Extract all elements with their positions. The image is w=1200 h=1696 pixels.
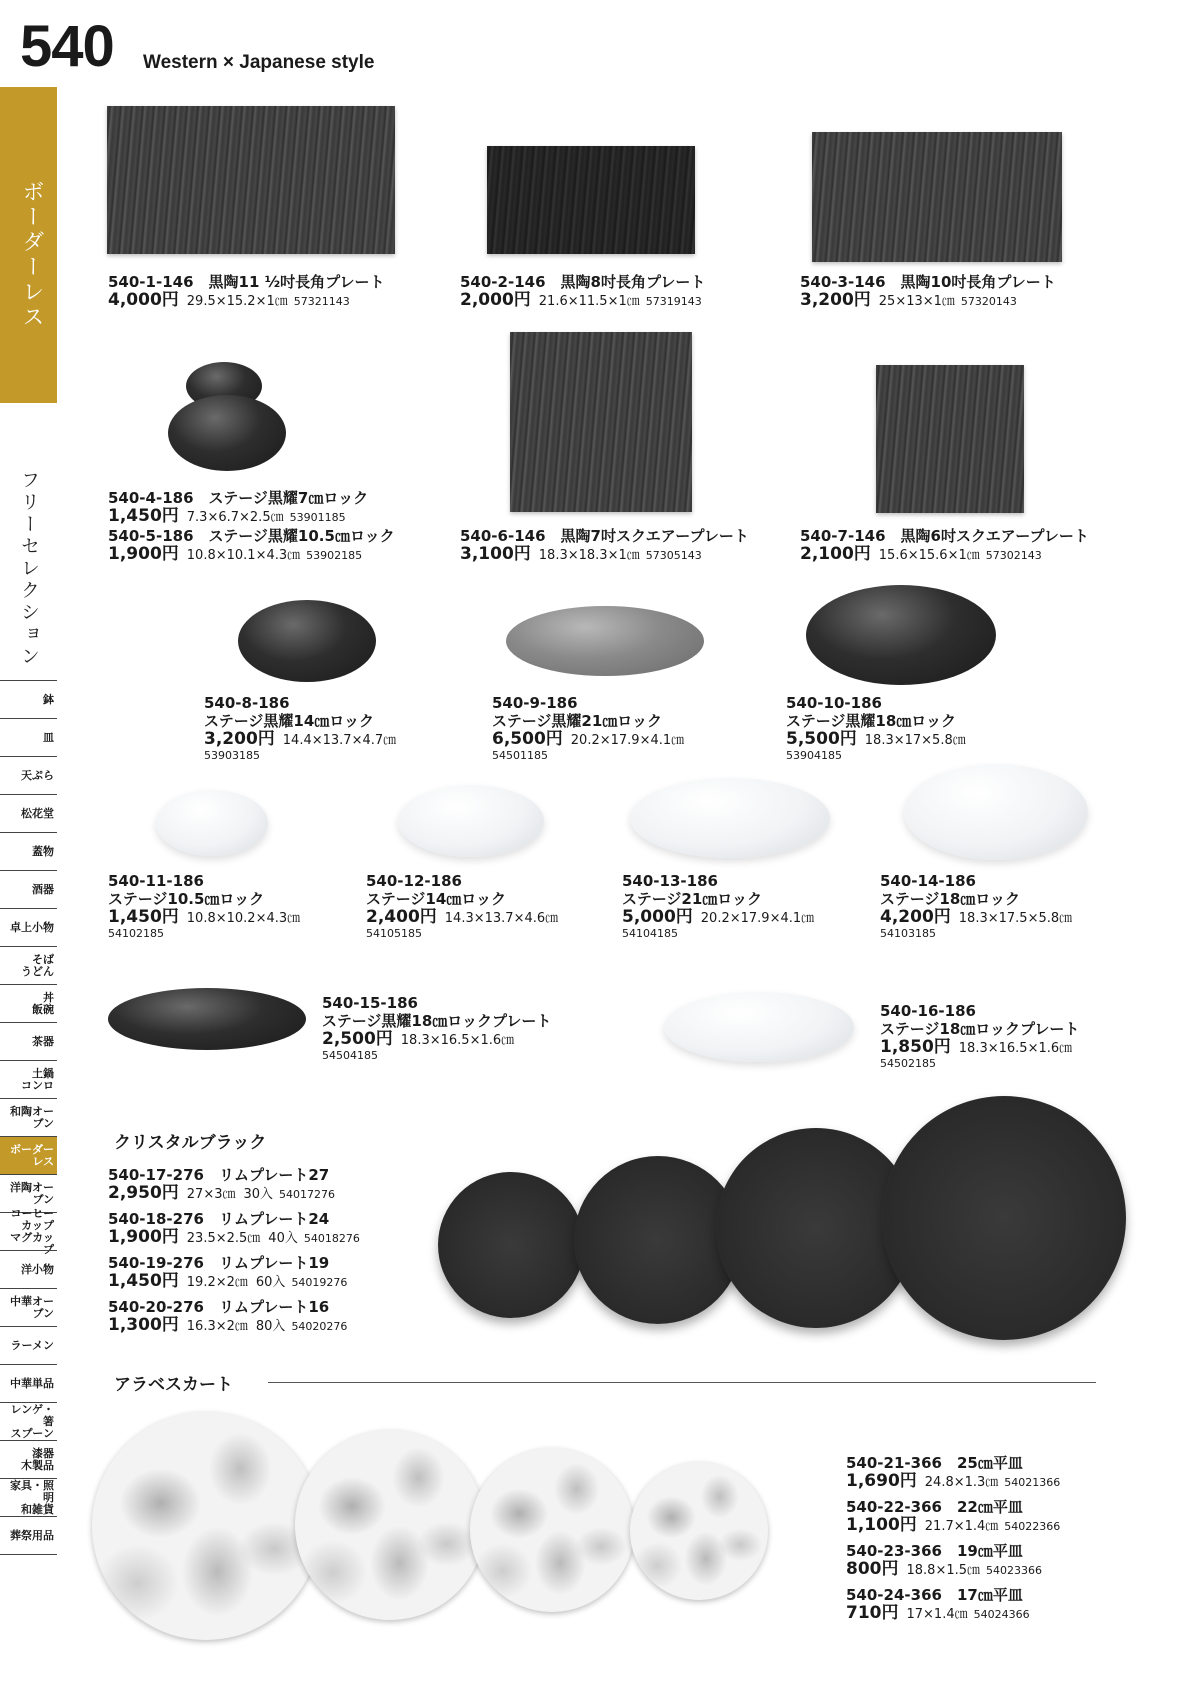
product-jan: 57319143 bbox=[645, 295, 702, 308]
side-index-item[interactable]: 洋陶オーブン bbox=[0, 1174, 57, 1212]
arabescato-list bbox=[846, 1454, 1060, 1624]
side-index-item[interactable]: そば うどん bbox=[0, 946, 57, 984]
product-name: 黒陶7吋スクエアープレート bbox=[560, 527, 749, 545]
product-code: 540-12-186 bbox=[366, 872, 462, 890]
product-image-540-15 bbox=[108, 988, 306, 1050]
side-index-item[interactable]: 中華オーブン bbox=[0, 1288, 57, 1326]
product-size: 18.3×18.3×1㎝ bbox=[538, 548, 640, 563]
product-jan: 54504185 bbox=[322, 1049, 378, 1062]
product-image-540-1 bbox=[107, 106, 395, 254]
product-name: ステージ黒耀14㎝ロック bbox=[204, 712, 374, 730]
product-code: 540-1-146 bbox=[108, 273, 194, 291]
product-image-540-22 bbox=[295, 1430, 485, 1620]
page-number: 540 bbox=[20, 14, 114, 79]
product-image-540-9 bbox=[506, 606, 704, 676]
product-name: リムプレート19 bbox=[218, 1254, 330, 1272]
side-index-item[interactable]: 洋小物 bbox=[0, 1250, 57, 1288]
product-code: 540-24-366 bbox=[846, 1586, 942, 1604]
side-index-item[interactable]: 家具・照明 和雑貨 bbox=[0, 1478, 57, 1516]
product-name: リムプレート16 bbox=[218, 1298, 330, 1316]
product-code: 540-9-186 bbox=[492, 694, 578, 712]
product-code: 540-22-366 bbox=[846, 1498, 942, 1516]
product-image-540-7 bbox=[876, 365, 1024, 513]
product-jan: 54501185 bbox=[492, 749, 548, 762]
product-image-540-10 bbox=[806, 585, 996, 685]
section-label: フリーセレクション bbox=[18, 470, 40, 668]
product-size: 20.2×17.9×4.1㎝ bbox=[570, 733, 685, 748]
product-price: 800円 bbox=[846, 1559, 899, 1579]
product-code: 540-2-146 bbox=[460, 273, 546, 291]
product-jan: 54020276 bbox=[291, 1320, 348, 1333]
product-size: 24.8×1.3㎝ bbox=[924, 1475, 999, 1490]
product-price: 1,900円 bbox=[108, 544, 179, 564]
product-price: 2,500円 bbox=[322, 1029, 393, 1049]
side-index-item[interactable]: 中華単品 bbox=[0, 1364, 57, 1402]
product-name: ステージ14㎝ロック bbox=[366, 890, 506, 908]
product-image-540-14 bbox=[904, 764, 1088, 860]
product-jan: 54022366 bbox=[1004, 1520, 1061, 1533]
product-size: 18.3×16.5×1.6㎝ bbox=[958, 1041, 1073, 1056]
product-jan: 57305143 bbox=[645, 549, 702, 562]
product-name: ステージ黒耀10.5㎝ロック bbox=[208, 527, 395, 545]
product-image-540-5 bbox=[168, 395, 286, 471]
product-image-540-17 bbox=[882, 1096, 1126, 1340]
product-price: 6,500円 bbox=[492, 729, 563, 749]
product-qty: 80入 bbox=[255, 1319, 286, 1334]
product-jan: 54021366 bbox=[1004, 1476, 1061, 1489]
product-jan: 54502185 bbox=[880, 1057, 936, 1070]
product-code: 540-8-186 bbox=[204, 694, 290, 712]
product-size: 21.7×1.4㎝ bbox=[924, 1519, 999, 1534]
product-price: 1,300円 bbox=[108, 1315, 179, 1335]
product-price: 5,500円 bbox=[786, 729, 857, 749]
product-price: 5,000円 bbox=[622, 907, 693, 927]
product-jan: 57302143 bbox=[985, 549, 1042, 562]
product-name: 25㎝平皿 bbox=[956, 1454, 1023, 1472]
product-image-540-16 bbox=[664, 992, 854, 1062]
product-qty: 60入 bbox=[255, 1275, 286, 1290]
product-image-540-8 bbox=[238, 600, 376, 682]
product-jan: 53904185 bbox=[786, 749, 842, 762]
product-size: 18.3×17×5.8㎝ bbox=[864, 733, 966, 748]
product-size: 23.5×2.5㎝ bbox=[186, 1231, 261, 1246]
product-jan: 54019276 bbox=[291, 1276, 348, 1289]
product-code: 540-16-186 bbox=[880, 1002, 976, 1020]
product-image-540-11 bbox=[156, 790, 268, 856]
product-code: 540-7-146 bbox=[800, 527, 886, 545]
side-index-item[interactable]: 皿 bbox=[0, 718, 57, 756]
product-code: 540-19-276 bbox=[108, 1254, 204, 1272]
product-code: 540-5-186 bbox=[108, 527, 194, 545]
product-name: 黒陶10吋長角プレート bbox=[900, 273, 1056, 291]
product-price: 4,200円 bbox=[880, 907, 951, 927]
product-size: 27×3㎝ bbox=[186, 1187, 236, 1202]
product-image-540-20 bbox=[438, 1172, 584, 1318]
product-name: ステージ黒耀18㎝ロック bbox=[786, 712, 956, 730]
product-jan: 54105185 bbox=[366, 927, 422, 940]
side-index-item[interactable]: 酒器 bbox=[0, 870, 57, 908]
product-size: 10.8×10.2×4.3㎝ bbox=[186, 911, 301, 926]
product-jan: 57320143 bbox=[960, 295, 1017, 308]
product-jan: 54023366 bbox=[986, 1564, 1043, 1577]
side-index-item[interactable]: 天ぷら bbox=[0, 756, 57, 794]
product-name: ステージ10.5㎝ロック bbox=[108, 890, 265, 908]
product-name: ステージ21㎝ロック bbox=[622, 890, 762, 908]
product-code: 540-15-186 bbox=[322, 994, 418, 1012]
product-image-540-12 bbox=[398, 785, 544, 857]
product-code: 540-20-276 bbox=[108, 1298, 204, 1316]
product-name: 19㎝平皿 bbox=[956, 1542, 1023, 1560]
product-price: 1,850円 bbox=[880, 1037, 951, 1057]
product-price: 1,450円 bbox=[108, 1271, 179, 1291]
product-size: 18.8×1.5㎝ bbox=[906, 1563, 981, 1578]
side-index-item[interactable]: 蓋物 bbox=[0, 832, 57, 870]
product-name: 黒陶8吋長角プレート bbox=[560, 273, 706, 291]
product-jan: 54104185 bbox=[622, 927, 678, 940]
side-index-item[interactable]: 丼 飯碗 bbox=[0, 984, 57, 1022]
product-image-540-23 bbox=[470, 1448, 634, 1612]
section-title-arabescato: アラベスカート bbox=[114, 1375, 233, 1395]
product-price: 2,950円 bbox=[108, 1183, 179, 1203]
product-price: 2,100円 bbox=[800, 544, 871, 564]
product-name: ステージ黒耀21㎝ロック bbox=[492, 712, 662, 730]
product-jan: 54102185 bbox=[108, 927, 164, 940]
product-qty: 30入 bbox=[243, 1187, 274, 1202]
section-title-crystal-black: クリスタルブラック bbox=[114, 1133, 267, 1153]
product-jan: 57321143 bbox=[293, 295, 350, 308]
product-image-540-3 bbox=[812, 132, 1062, 262]
product-code: 540-10-186 bbox=[786, 694, 882, 712]
product-code: 540-3-146 bbox=[800, 273, 886, 291]
product-name: リムプレート27 bbox=[218, 1166, 330, 1184]
product-code: 540-23-366 bbox=[846, 1542, 942, 1560]
product-name: 黒陶11 ½吋長角プレート bbox=[208, 273, 385, 291]
product-size: 7.3×6.7×2.5㎝ bbox=[186, 510, 284, 525]
product-jan: 54103185 bbox=[880, 927, 936, 940]
product-size: 29.5×15.2×1㎝ bbox=[186, 294, 288, 309]
product-name: ステージ18㎝ロックプレート bbox=[880, 1020, 1080, 1038]
side-index-item[interactable]: レンゲ・箸 スプーン bbox=[0, 1402, 57, 1440]
product-name: 黒陶6吋スクエアープレート bbox=[900, 527, 1089, 545]
product-size: 14.3×13.7×4.6㎝ bbox=[444, 911, 559, 926]
product-code: 540-21-366 bbox=[846, 1454, 942, 1472]
product-code: 540-14-186 bbox=[880, 872, 976, 890]
side-index-item[interactable]: 葬祭用品 bbox=[0, 1516, 57, 1554]
product-name: ステージ黒耀18㎝ロックプレート bbox=[322, 1012, 552, 1030]
product-price: 3,200円 bbox=[204, 729, 275, 749]
product-image-540-24 bbox=[630, 1462, 768, 1600]
product-size: 25×13×1㎝ bbox=[878, 294, 955, 309]
product-image-540-13 bbox=[630, 778, 830, 858]
page-title: Western × Japanese style bbox=[143, 52, 375, 73]
product-price: 710円 bbox=[846, 1603, 899, 1623]
product-name: 17㎝平皿 bbox=[956, 1586, 1023, 1604]
product-size: 18.3×16.5×1.6㎝ bbox=[400, 1033, 515, 1048]
product-size: 17×1.4㎝ bbox=[906, 1607, 968, 1622]
product-jan: 53903185 bbox=[204, 749, 260, 762]
side-index-item[interactable]: 土鍋 コンロ bbox=[0, 1060, 57, 1098]
side-index-item[interactable]: ラーメン bbox=[0, 1326, 57, 1364]
product-size: 19.2×2㎝ bbox=[186, 1275, 248, 1290]
product-price: 3,200円 bbox=[800, 290, 871, 310]
product-jan: 54024366 bbox=[973, 1608, 1030, 1621]
product-jan: 54018276 bbox=[303, 1232, 360, 1245]
side-index-item[interactable]: コーヒーカップ マグカップ bbox=[0, 1212, 57, 1250]
product-size: 20.2×17.9×4.1㎝ bbox=[700, 911, 815, 926]
product-size: 10.8×10.1×4.3㎝ bbox=[186, 548, 301, 563]
product-name: ステージ18㎝ロック bbox=[880, 890, 1020, 908]
product-qty: 40入 bbox=[268, 1231, 298, 1246]
category-tab-label: ボーダーレス bbox=[19, 180, 44, 330]
product-jan: 53902185 bbox=[306, 549, 363, 562]
product-size: 14.4×13.7×4.7㎝ bbox=[282, 733, 397, 748]
product-name: 22㎝平皿 bbox=[956, 1498, 1023, 1516]
product-image-540-21 bbox=[92, 1412, 320, 1640]
product-price: 1,690円 bbox=[846, 1471, 917, 1491]
product-price: 1,100円 bbox=[846, 1515, 917, 1535]
product-price: 2,000円 bbox=[460, 290, 531, 310]
product-name: ステージ黒耀7㎝ロック bbox=[208, 489, 369, 507]
product-size: 21.6×11.5×1㎝ bbox=[538, 294, 640, 309]
product-jan: 53901185 bbox=[289, 511, 346, 524]
product-price: 1,450円 bbox=[108, 907, 179, 927]
section-divider bbox=[268, 1382, 1096, 1383]
side-index-item[interactable]: 漆器 木製品 bbox=[0, 1440, 57, 1478]
side-index-item[interactable]: ボーダーレス bbox=[0, 1136, 57, 1174]
product-price: 2,400円 bbox=[366, 907, 437, 927]
product-code: 540-18-276 bbox=[108, 1210, 204, 1228]
product-price: 4,000円 bbox=[108, 290, 179, 310]
side-index-item[interactable]: 和陶オーブン bbox=[0, 1098, 57, 1136]
product-jan: 54017276 bbox=[279, 1188, 336, 1201]
product-image-540-2 bbox=[487, 146, 695, 254]
side-index-item[interactable]: 鉢 bbox=[0, 680, 57, 718]
product-code: 540-11-186 bbox=[108, 872, 204, 890]
product-price: 1,450円 bbox=[108, 506, 179, 526]
product-code: 540-17-276 bbox=[108, 1166, 204, 1184]
product-image-540-6 bbox=[510, 332, 692, 512]
side-index-item[interactable]: 卓上小物 bbox=[0, 908, 57, 946]
side-index-item[interactable]: 茶器 bbox=[0, 1022, 57, 1060]
product-size: 16.3×2㎝ bbox=[186, 1319, 248, 1334]
crystal-black-list bbox=[108, 1166, 360, 1336]
side-index-end-rule bbox=[0, 1554, 57, 1555]
product-code: 540-6-146 bbox=[460, 527, 546, 545]
product-name: リムプレート24 bbox=[218, 1210, 330, 1228]
product-size: 15.6×15.6×1㎝ bbox=[878, 548, 980, 563]
side-index-item[interactable]: 松花堂 bbox=[0, 794, 57, 832]
product-size: 18.3×17.5×5.8㎝ bbox=[958, 911, 1073, 926]
product-price: 3,100円 bbox=[460, 544, 531, 564]
product-price: 1,900円 bbox=[108, 1227, 179, 1247]
product-code: 540-13-186 bbox=[622, 872, 718, 890]
product-code: 540-4-186 bbox=[108, 489, 194, 507]
